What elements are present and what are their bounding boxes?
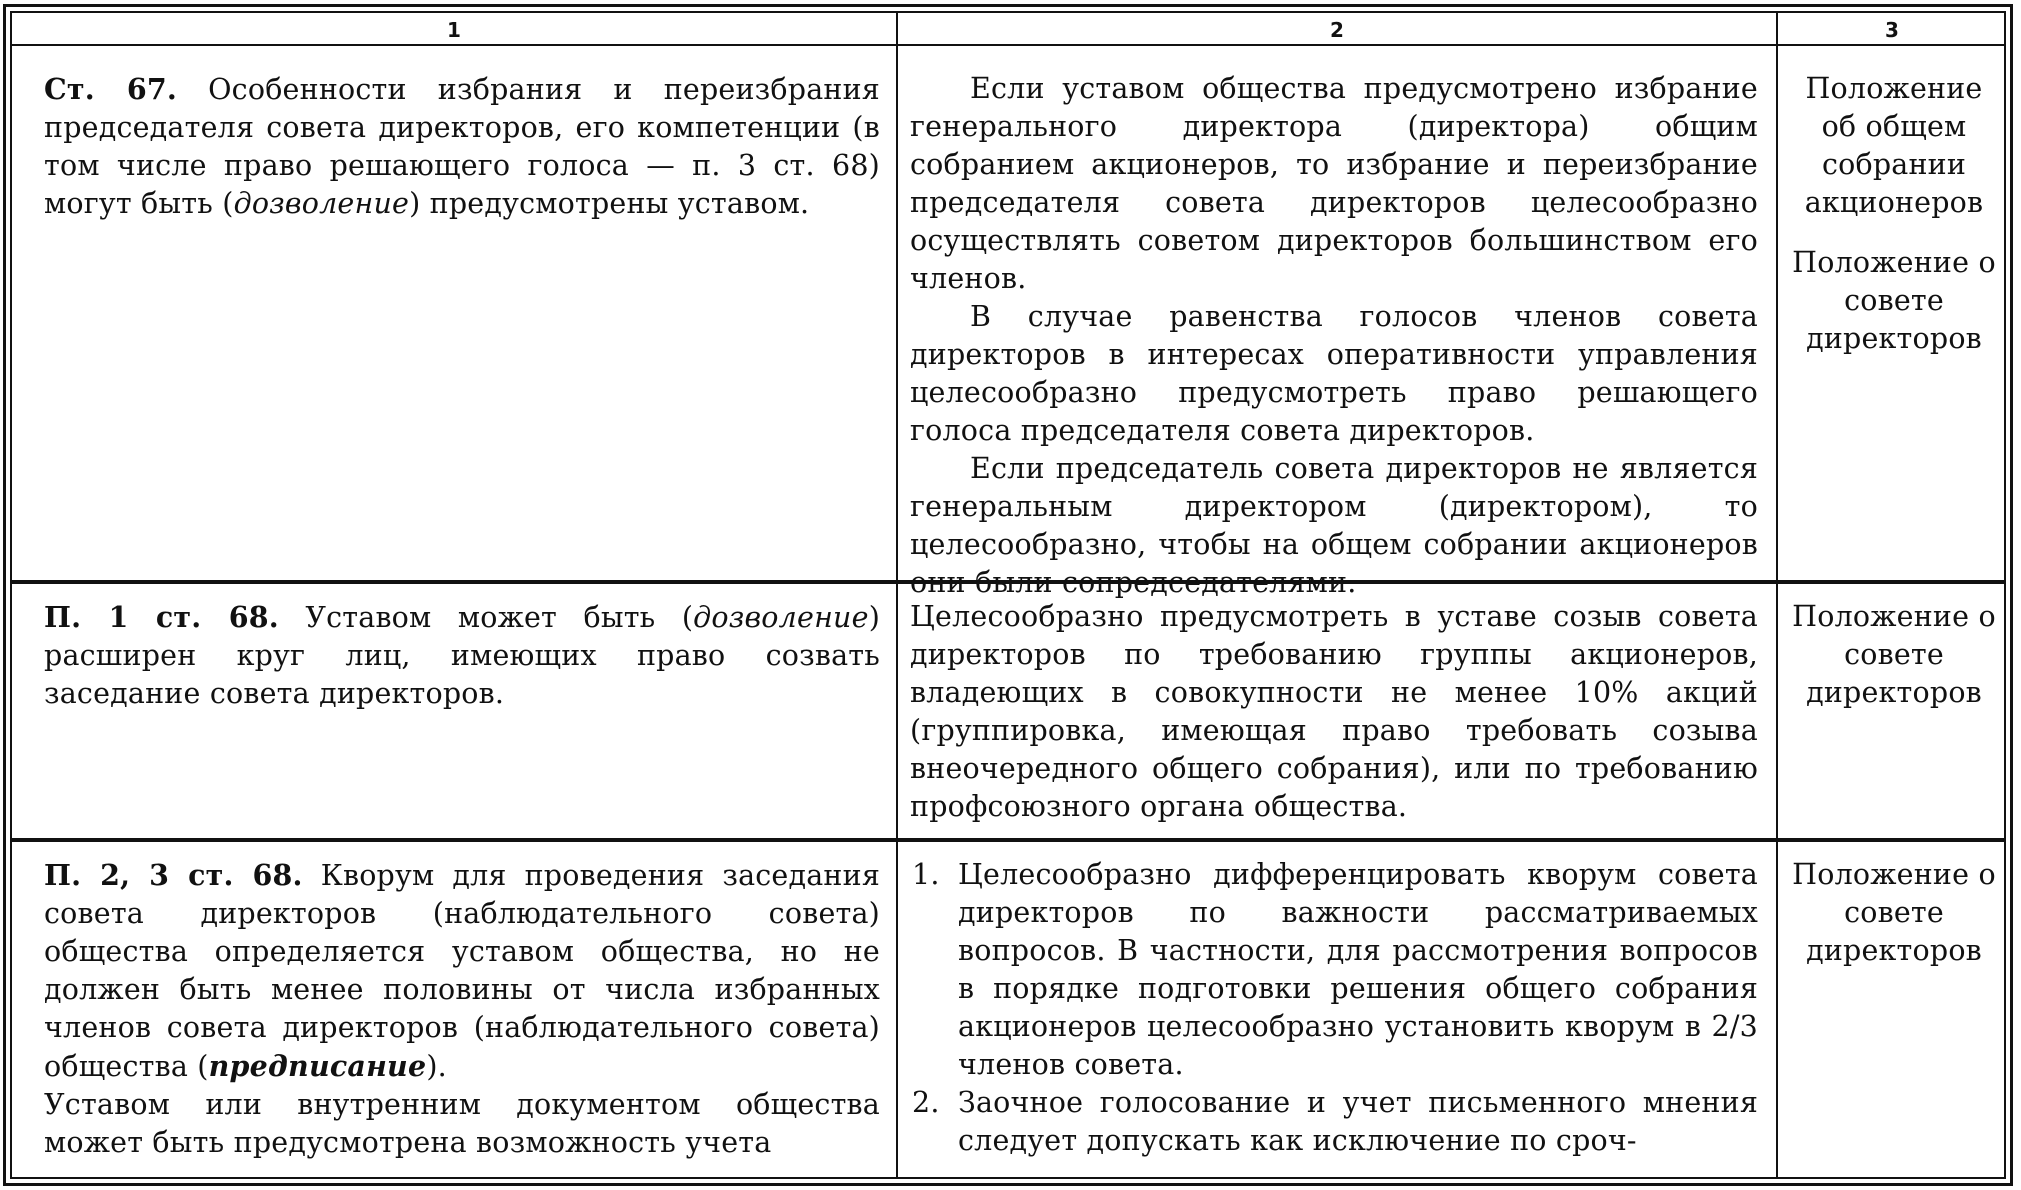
row3-document-refs — [1790, 856, 1998, 992]
list-item — [910, 1084, 1758, 1160]
row-divider — [10, 838, 2006, 842]
document-reference: Положение об общем собрании акционеров — [1804, 72, 1984, 219]
list-item — [910, 856, 1758, 1084]
law-text-continued: Уставом или внутренним документом общества может быть предусмотрена возможность учета — [44, 1088, 880, 1159]
law-text: Уставом может быть ( — [278, 601, 694, 634]
document-reference: Положение о совете директоров — [1792, 858, 1996, 967]
list-text: Заочное голосование и учет письменного мнения следует допускать как исключение по сроч- — [958, 1086, 1758, 1157]
row2-law-text — [44, 598, 880, 713]
list-text: Целесообразно дифференцировать кворум совета директоров по важности рассматриваемых вопросов. В частности, для рассмотрения вопросов в порядке подготовки решения общего собрания акционеров целесообразно установить кворум в 2/3 членов совета. — [958, 858, 1758, 1081]
recommendation-paragraph: Если уставом общества предусмотрено избрание генерального директора (директора) общим собранием акционеров, то избрание и переизбрание председателя совета директоров целесообразно осуществлять советом директоров большинством его членов. — [910, 72, 1758, 295]
law-text: Кворум для проведения заседания совета директоров (наблюдательного совета) общества определяется уставом общества, но не должен быть менее половины от числа избранных членов совета директоров (наблюдательного совета) общества ( — [44, 859, 880, 1083]
row1-document-refs — [1790, 70, 1998, 380]
law-text: Особенности избрания и переизбрания председателя совета директоров, его компетенции (в том числе право решающего голоса — п. 3 ст. 68) могут быть ( — [44, 73, 880, 220]
numbered-list — [910, 856, 1758, 1160]
article-reference: П. 2, 3 ст. 68. — [44, 858, 303, 892]
row3-law-text — [44, 856, 880, 1162]
column-divider — [896, 11, 898, 1179]
row2-recommendation — [910, 598, 1758, 826]
row1-law-text — [44, 70, 880, 223]
law-text: ) предусмотрены уставом. — [409, 187, 810, 220]
list-number: 1. — [912, 858, 940, 891]
document-reference: Положение о совете директоров — [1792, 600, 1996, 709]
list-number: 2. — [912, 1086, 940, 1119]
law-text: ) расширен круг лиц, имеющих право созвать заседание совета директоров. — [44, 601, 881, 710]
column-number-3: 3 — [1885, 18, 1899, 42]
law-text: ). — [426, 1050, 447, 1083]
recommendation-paragraph: Целесообразно предусмотреть в уставе созыв совета директоров по требованию группы акционеров, владеющих в совокупности не менее 10% акций (группировка, имеющая право требовать созыва внеочередного общего собрания), или по требованию профсоюзного органа общества. — [910, 600, 1758, 823]
column-number-1: 1 — [447, 18, 461, 42]
document-reference: Положение о совете директоров — [1792, 246, 1996, 355]
column-divider — [1776, 11, 1778, 1179]
norm-type: предписание — [208, 1049, 427, 1083]
recommendation-paragraph: В случае равенства голосов членов совета директоров в интересах оперативности управления целесообразно предусмотреть право решающего голоса председателя совета директоров. — [910, 300, 1758, 447]
column-number-2: 2 — [1330, 18, 1344, 42]
row2-document-refs — [1790, 598, 1998, 734]
row1-recommendation — [910, 70, 1758, 602]
norm-type: дозволение — [693, 601, 869, 634]
recommendation-paragraph: Если председатель совета директоров не является генеральным директором (директором), то целесообразно, чтобы на общем собрании акционеров они были сопредседателями. — [910, 452, 1758, 599]
article-reference: Ст. 67. — [44, 72, 178, 106]
norm-type: дозволение — [233, 187, 410, 220]
article-reference: П. 1 ст. 68. — [44, 600, 279, 634]
row3-recommendation — [910, 856, 1758, 1160]
